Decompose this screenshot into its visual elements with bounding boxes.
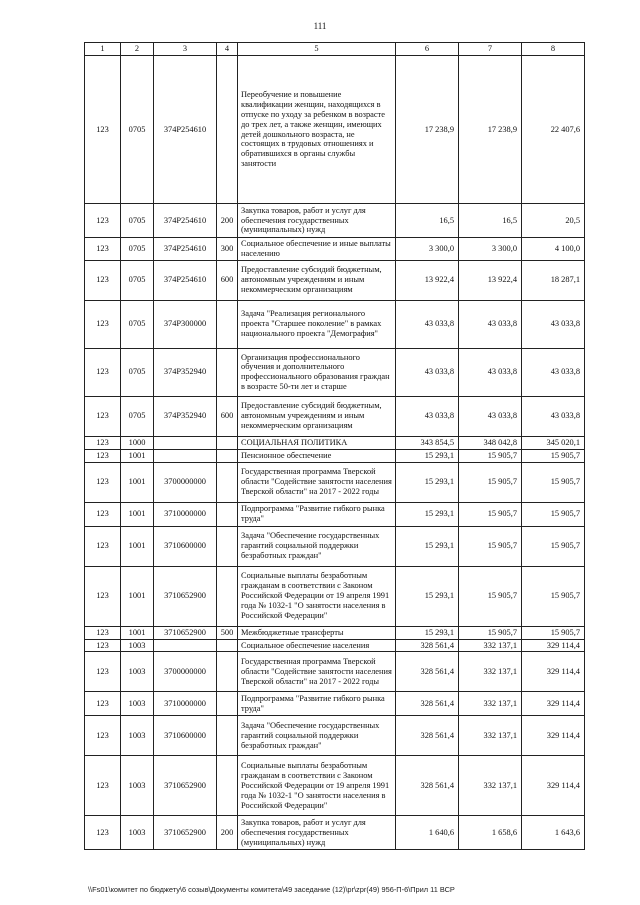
row-code-cell: 123 [85,348,121,396]
section-code-cell: 0705 [121,56,154,204]
amount-year1-cell: 43 033,8 [396,396,459,436]
description-cell: Государственная программа Тверской области "Содействие занятости населения Тверской области" на 2017 - 2022 годы [238,652,396,692]
target-article-cell: 3710652900 [154,756,217,816]
expense-type-cell [217,692,238,716]
column-header: 3 [154,43,217,56]
amount-year3-cell: 329 114,4 [522,756,585,816]
table-row [85,300,585,348]
table-row [85,626,585,639]
amount-year1-cell: 328 561,4 [396,692,459,716]
amount-year1-cell: 15 293,1 [396,626,459,639]
expense-type-cell: 200 [217,204,238,238]
description-cell: Подпрограмма "Развитие гибкого рынка труда" [238,502,396,526]
table-row [85,502,585,526]
target-article-cell: 3710652900 [154,816,217,850]
row-code-cell: 123 [85,238,121,261]
amount-year1-cell: 43 033,8 [396,300,459,348]
budget-table [84,42,585,850]
description-cell: Предоставление субсидий бюджетным, автономным учреждениям и иным некоммерческим организациям [238,260,396,300]
target-article-cell [154,449,217,462]
amount-year1-cell: 15 293,1 [396,526,459,566]
amount-year2-cell: 15 905,7 [459,449,522,462]
expense-type-cell [217,300,238,348]
file-path-footer: \\Fs01\комитет по бюджету\6 созыв\Документы комитета\49 заседание (12)\pr\zpr(49) 956-П-6\Прил 11 ВСР [88,885,455,894]
amount-year1-cell: 3 300,0 [396,238,459,261]
amount-year2-cell: 332 137,1 [459,652,522,692]
row-code-cell: 123 [85,300,121,348]
amount-year2-cell: 348 042,8 [459,436,522,449]
expense-type-cell [217,462,238,502]
description-cell: Социальное обеспечение и иные выплаты населению [238,238,396,261]
page-number: 111 [313,21,327,31]
table-row [85,652,585,692]
column-header: 1 [85,43,121,56]
row-code-cell: 123 [85,716,121,756]
expense-type-cell: 600 [217,396,238,436]
section-code-cell: 0705 [121,300,154,348]
amount-year3-cell: 18 287,1 [522,260,585,300]
section-code-cell: 1001 [121,462,154,502]
table-row [85,204,585,238]
target-article-cell: 374P254610 [154,260,217,300]
target-article-cell: 3710652900 [154,566,217,626]
target-article-cell: 374P300000 [154,300,217,348]
target-article-cell: 374P254610 [154,56,217,204]
amount-year3-cell: 4 100,0 [522,238,585,261]
amount-year2-cell: 15 905,7 [459,462,522,502]
amount-year1-cell: 15 293,1 [396,502,459,526]
section-code-cell: 1001 [121,526,154,566]
target-article-cell: 374P254610 [154,204,217,238]
amount-year1-cell: 43 033,8 [396,348,459,396]
table-row [85,449,585,462]
expense-type-cell [217,436,238,449]
amount-year1-cell: 343 854,5 [396,436,459,449]
row-code-cell: 123 [85,502,121,526]
row-code-cell: 123 [85,639,121,652]
target-article-cell: 374P254610 [154,238,217,261]
amount-year2-cell: 15 905,7 [459,526,522,566]
target-article-cell: 3710600000 [154,716,217,756]
amount-year3-cell: 43 033,8 [522,348,585,396]
expense-type-cell [217,526,238,566]
section-code-cell: 0705 [121,396,154,436]
section-code-cell: 1001 [121,502,154,526]
description-cell: Пенсионное обеспечение [238,449,396,462]
section-code-cell: 1003 [121,639,154,652]
amount-year2-cell: 332 137,1 [459,716,522,756]
amount-year1-cell: 15 293,1 [396,566,459,626]
section-code-cell: 0705 [121,204,154,238]
description-cell: Закупка товаров, работ и услуг для обеспечения государственных (муниципальных) нужд [238,816,396,850]
amount-year2-cell: 43 033,8 [459,348,522,396]
amount-year3-cell: 15 905,7 [522,566,585,626]
amount-year2-cell: 43 033,8 [459,396,522,436]
target-article-cell: 3710000000 [154,502,217,526]
target-article-cell: 374P352940 [154,348,217,396]
expense-type-cell [217,652,238,692]
amount-year2-cell: 3 300,0 [459,238,522,261]
table-row [85,639,585,652]
section-code-cell: 1003 [121,756,154,816]
row-code-cell: 123 [85,566,121,626]
expense-type-cell [217,639,238,652]
target-article-cell [154,436,217,449]
column-header: 8 [522,43,585,56]
description-cell: Социальные выплаты безработным гражданам в соответствии с Законом Российской Федерации от 19 апреля 1991 года № 1032-1 "О занятости населения в Российской Федерации" [238,566,396,626]
row-code-cell: 123 [85,396,121,436]
expense-type-cell [217,56,238,204]
row-code-cell: 123 [85,436,121,449]
expense-type-cell [217,716,238,756]
row-code-cell: 123 [85,526,121,566]
amount-year2-cell: 1 658,6 [459,816,522,850]
amount-year1-cell: 1 640,6 [396,816,459,850]
amount-year1-cell: 15 293,1 [396,449,459,462]
column-header: 6 [396,43,459,56]
amount-year1-cell: 15 293,1 [396,462,459,502]
expense-type-cell [217,348,238,396]
table-row [85,396,585,436]
table-row [85,238,585,261]
row-code-cell: 123 [85,692,121,716]
amount-year1-cell: 328 561,4 [396,756,459,816]
row-code-cell: 123 [85,626,121,639]
target-article-cell: 3710000000 [154,692,217,716]
amount-year2-cell: 332 137,1 [459,692,522,716]
amount-year2-cell: 332 137,1 [459,756,522,816]
row-code-cell: 123 [85,56,121,204]
section-code-cell: 0705 [121,260,154,300]
section-code-cell: 1003 [121,652,154,692]
row-code-cell: 123 [85,462,121,502]
amount-year3-cell: 15 905,7 [522,502,585,526]
amount-year1-cell: 328 561,4 [396,639,459,652]
amount-year3-cell: 1 643,6 [522,816,585,850]
amount-year1-cell: 13 922,4 [396,260,459,300]
amount-year3-cell: 22 407,6 [522,56,585,204]
description-cell: Подпрограмма "Развитие гибкого рынка труда" [238,692,396,716]
description-cell: Закупка товаров, работ и услуг для обеспечения государственных (муниципальных) нужд [238,204,396,238]
amount-year3-cell: 329 114,4 [522,692,585,716]
amount-year3-cell: 43 033,8 [522,396,585,436]
target-article-cell: 3700000000 [154,462,217,502]
row-code-cell: 123 [85,652,121,692]
amount-year2-cell: 15 905,7 [459,626,522,639]
description-cell: СОЦИАЛЬНАЯ ПОЛИТИКА [238,436,396,449]
section-code-cell: 1001 [121,449,154,462]
section-code-cell: 1001 [121,626,154,639]
amount-year1-cell: 17 238,9 [396,56,459,204]
amount-year3-cell: 15 905,7 [522,449,585,462]
amount-year1-cell: 16,5 [396,204,459,238]
expense-type-cell: 600 [217,260,238,300]
amount-year2-cell: 16,5 [459,204,522,238]
target-article-cell: 3700000000 [154,652,217,692]
amount-year3-cell: 329 114,4 [522,652,585,692]
amount-year2-cell: 15 905,7 [459,502,522,526]
description-cell: Задача "Обеспечение государственных гарантий социальной поддержки безработных граждан" [238,526,396,566]
description-cell: Задача "Обеспечение государственных гарантий социальной поддержки безработных граждан" [238,716,396,756]
description-cell: Государственная программа Тверской области "Содействие занятости населения Тверской области" на 2017 - 2022 годы [238,462,396,502]
column-header: 7 [459,43,522,56]
section-code-cell: 0705 [121,238,154,261]
row-code-cell: 123 [85,260,121,300]
expense-type-cell: 300 [217,238,238,261]
column-header: 4 [217,43,238,56]
section-code-cell: 1003 [121,716,154,756]
amount-year3-cell: 15 905,7 [522,462,585,502]
expense-type-cell [217,502,238,526]
target-article-cell: 3710652900 [154,626,217,639]
description-cell: Предоставление субсидий бюджетным, автономным учреждениям и иным некоммерческим организациям [238,396,396,436]
table-row [85,260,585,300]
table-row [85,462,585,502]
amount-year3-cell: 329 114,4 [522,639,585,652]
table-row [85,56,585,204]
table-row [85,692,585,716]
target-article-cell: 374P352940 [154,396,217,436]
row-code-cell: 123 [85,204,121,238]
header-row [85,43,585,56]
section-code-cell: 1003 [121,692,154,716]
table-row [85,716,585,756]
expense-type-cell [217,756,238,816]
amount-year1-cell: 328 561,4 [396,652,459,692]
target-article-cell [154,639,217,652]
column-header: 5 [238,43,396,56]
amount-year2-cell: 332 137,1 [459,639,522,652]
table-row [85,436,585,449]
target-article-cell: 3710600000 [154,526,217,566]
table-row [85,566,585,626]
description-cell: Социальное обеспечение населения [238,639,396,652]
amount-year2-cell: 15 905,7 [459,566,522,626]
amount-year3-cell: 15 905,7 [522,526,585,566]
description-cell: Организация профессионального обучения и дополнительного профессионального образования граждан в возрасте 50-ти лет и старше [238,348,396,396]
amount-year2-cell: 13 922,4 [459,260,522,300]
row-code-cell: 123 [85,756,121,816]
amount-year1-cell: 328 561,4 [396,716,459,756]
table-row [85,348,585,396]
expense-type-cell: 500 [217,626,238,639]
amount-year3-cell: 345 020,1 [522,436,585,449]
amount-year3-cell: 329 114,4 [522,716,585,756]
amount-year3-cell: 15 905,7 [522,626,585,639]
section-code-cell: 0705 [121,348,154,396]
row-code-cell: 123 [85,816,121,850]
row-code-cell: 123 [85,449,121,462]
table-row [85,526,585,566]
expense-type-cell [217,449,238,462]
section-code-cell: 1000 [121,436,154,449]
amount-year2-cell: 43 033,8 [459,300,522,348]
expense-type-cell [217,566,238,626]
section-code-cell: 1001 [121,566,154,626]
amount-year3-cell: 20,5 [522,204,585,238]
description-cell: Переобучение и повышение квалификации женщин, находящихся в отпуске по уходу за ребенком в возрасте до трех лет, а также женщин, имеющих детей дошкольного возраста, не состоящих в трудовых отношениях и обратившихся в органы службы занятости [238,56,396,204]
column-header: 2 [121,43,154,56]
table-row [85,816,585,850]
expense-type-cell: 200 [217,816,238,850]
section-code-cell: 1003 [121,816,154,850]
description-cell: Межбюджетные трансферты [238,626,396,639]
description-cell: Задача "Реализация регионального проекта "Старшее поколение" в рамках национального проекта "Демография" [238,300,396,348]
table-row [85,756,585,816]
description-cell: Социальные выплаты безработным гражданам в соответствии с Законом Российской Федерации от 19 апреля 1991 года № 1032-1 "О занятости населения в Российской Федерации" [238,756,396,816]
amount-year3-cell: 43 033,8 [522,300,585,348]
amount-year2-cell: 17 238,9 [459,56,522,204]
